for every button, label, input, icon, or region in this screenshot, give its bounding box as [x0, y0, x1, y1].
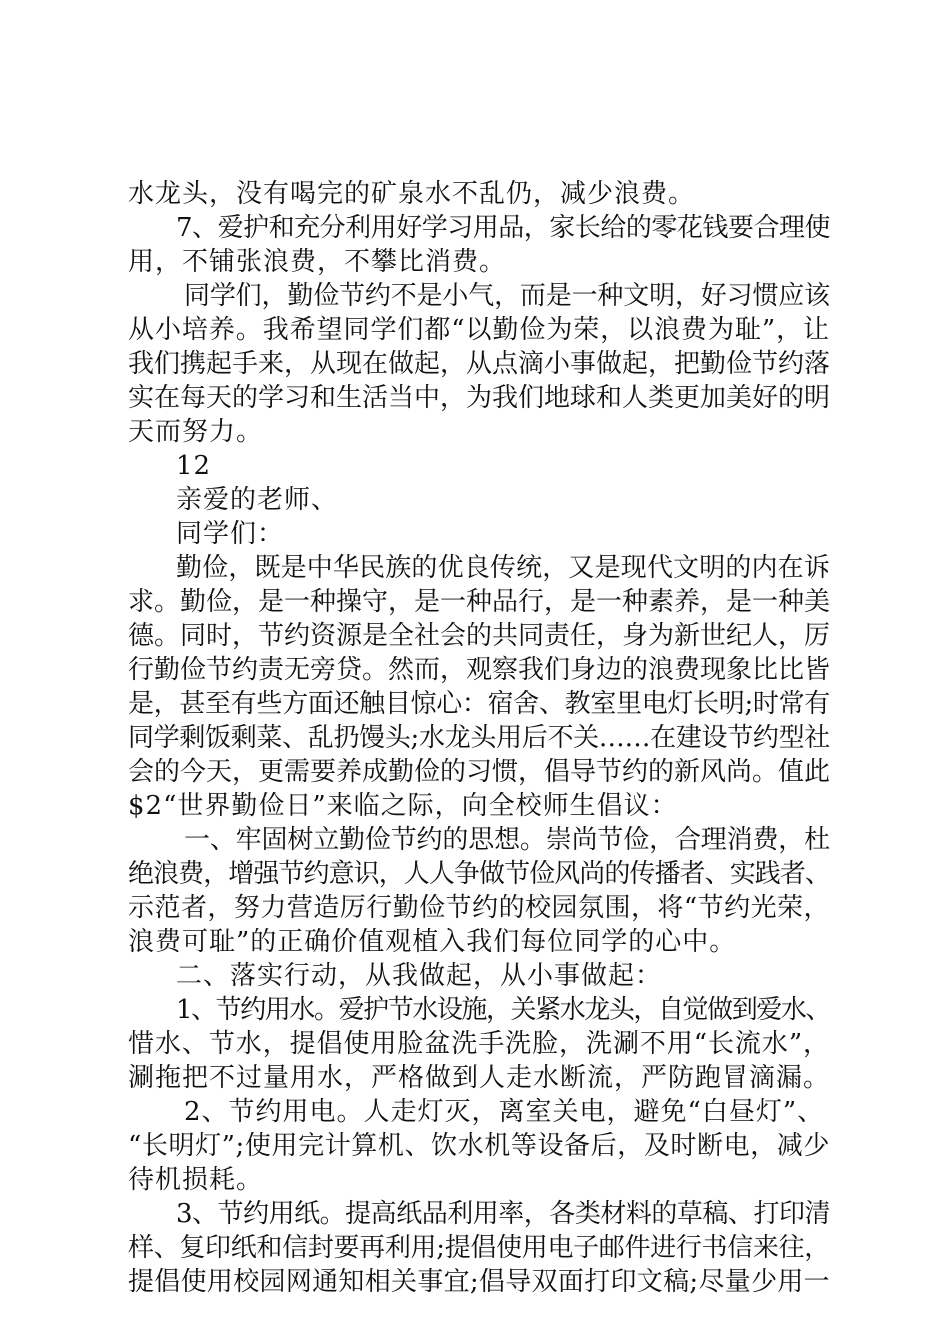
text-line: 提倡使用校园网通知相关事宜;倡导双面打印文稿;尽量少用一	[128, 1267, 830, 1297]
text-line: 会的今天，更需要养成勤俭的习惯，倡导节约的新风尚。值此	[128, 757, 830, 787]
text-line: 从小培养。我希望同学们都“以勤俭为荣，以浪费为耻”，让	[128, 315, 830, 345]
text-line: 是，甚至有些方面还触目惊心：宿舍、教室里电灯长明;时常有	[128, 689, 830, 719]
text-line: 示范者，努力营造厉行勤俭节约的校园氛围，将“节约光荣，	[128, 893, 830, 923]
text-line: 同学剩饭剩菜、乱扔馒头;水龙头用后不关……在建设节约型社	[128, 723, 830, 753]
text-line: 惜水、节水，提倡使用脸盆洗手洗脸，洗涮不用“长流水”，	[128, 1029, 830, 1059]
text-line: 待机损耗。	[128, 1165, 264, 1195]
text-line: 1、节约用水。爱护节水设施，关紧水龙头，自觉做到爱水、	[176, 995, 830, 1025]
text-line: 求。勤俭，是一种操守，是一种品行，是一种素养，是一种美	[128, 587, 830, 617]
text-line: 浪费可耻”的正确价值观植入我们每位同学的心中。	[128, 927, 737, 957]
text-line: 天而努力。	[128, 417, 264, 447]
text-line: 2、节约用电。人走灯灭，离室关电，避免“白昼灯”、	[184, 1097, 825, 1127]
text-line: 涮拖把不过量用水，严格做到人走水断流，严防跑冒滴漏。	[128, 1063, 830, 1093]
text-line: 我们携起手来，从现在做起，从点滴小事做起，把勤俭节约落	[128, 349, 830, 379]
text-line: 行勤俭节约责无旁贷。然而，观察我们身边的浪费现象比比皆	[128, 655, 830, 685]
text-line: 3、节约用纸。提高纸品利用率，各类材料的草稿、打印清	[176, 1199, 830, 1229]
text-line: 二、落实行动，从我做起，从小事做起：	[176, 961, 663, 991]
text-line: 一、牢固树立勤俭节约的思想。崇尚节俭，合理消费，杜	[184, 825, 830, 855]
text-line: 亲爱的老师、	[176, 485, 339, 515]
text-line: 样、复印纸和信封要再利用;提倡使用电子邮件进行书信来往，	[128, 1233, 830, 1263]
text-line: 7、爱护和充分利用好学习用品，家长给的零花钱要合理使	[176, 213, 830, 243]
text-line: 同学们，勤俭节约不是小气，而是一种文明，好习惯应该	[184, 281, 830, 311]
text-line: 同学们：	[176, 519, 285, 549]
text-line: “长明灯”;使用完计算机、饮水机等设备后，及时断电，减少	[128, 1131, 830, 1161]
text-line: 用，不铺张浪费，不攀比消费。	[128, 247, 507, 277]
text-line: 勤俭，既是中华民族的优良传统，又是现代文明的内在诉	[176, 553, 830, 583]
text-line: 12	[176, 451, 212, 481]
text-line: 水龙头，没有喝完的矿泉水不乱仍，减少浪费。	[128, 179, 696, 209]
text-line: 实在每天的学习和生活当中，为我们地球和人类更加美好的明	[128, 383, 830, 413]
text-line: $2“世界勤俭日”来临之际，向全校师生倡议：	[128, 791, 678, 821]
text-line: 绝浪费，增强节约意识，人人争做节俭风尚的传播者、实践者、	[128, 859, 830, 889]
text-line: 德。同时，节约资源是全社会的共同责任，身为新世纪人，厉	[128, 621, 830, 651]
